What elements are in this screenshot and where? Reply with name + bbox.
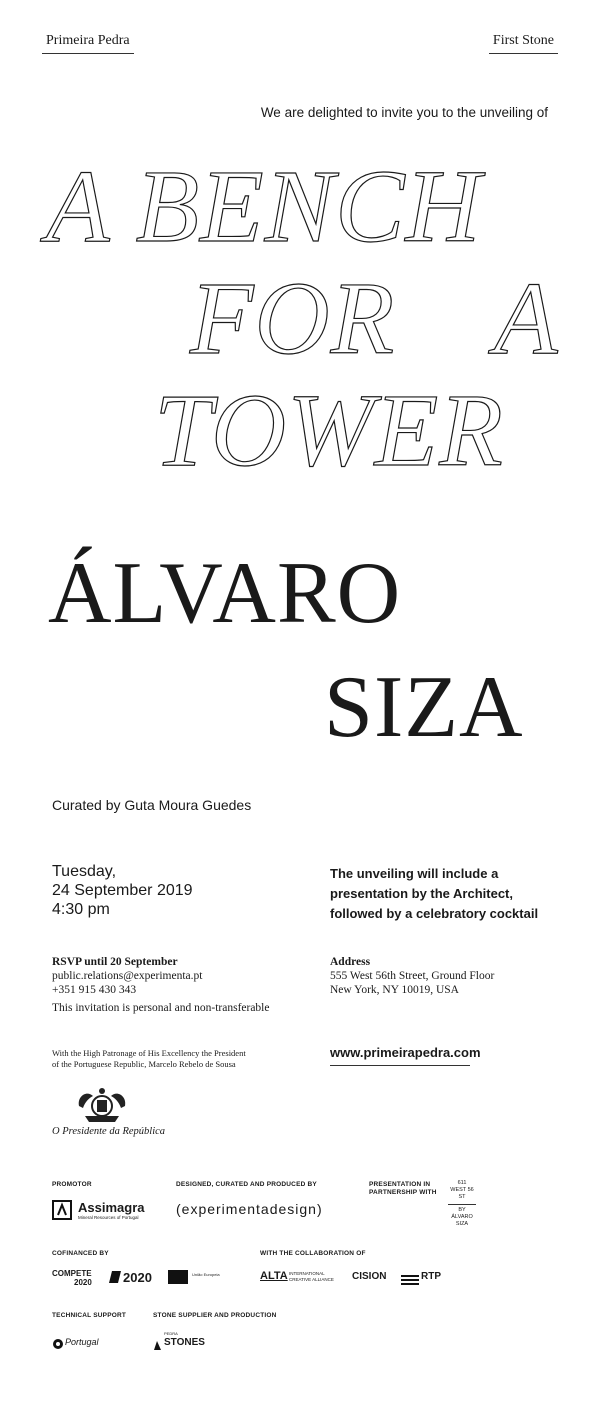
presentation-label-line: PARTNERSHIP WITH xyxy=(369,1189,437,1196)
experimentadesign-logo: (experimentadesign) xyxy=(176,1201,323,1217)
website-link[interactable]: www.primeirapedra.com xyxy=(330,1045,470,1066)
portugal-logo-text: Portugal xyxy=(65,1337,99,1347)
cofinanced-label: COFINANCED BY xyxy=(52,1250,109,1257)
building-line: WEST 56 xyxy=(450,1187,474,1193)
promotor-label: PROMOTOR xyxy=(52,1181,92,1188)
portugal-2020-logo xyxy=(108,1270,122,1289)
description-line: presentation by the Architect, xyxy=(330,886,513,901)
rtp-stripes-icon xyxy=(401,1272,419,1290)
portugal-logo-icon xyxy=(52,1337,64,1355)
compete-2020-logo xyxy=(52,1269,92,1287)
title-line-2b: A xyxy=(494,261,559,376)
cision-logo: CISION xyxy=(352,1271,387,1282)
compete-text: COMPETE xyxy=(52,1269,92,1278)
description-line: The unveiling will include a xyxy=(330,866,499,881)
designed-label: DESIGNED, CURATED AND PRODUCED BY xyxy=(176,1181,317,1188)
assimagra-logo xyxy=(52,1200,72,1225)
compete-year: 2020 xyxy=(74,1278,92,1287)
title-line-2a: FOR xyxy=(190,261,396,376)
611-west-56-logo xyxy=(446,1180,478,1228)
stone-supplier-label: STONE SUPPLIER AND PRODUCTION xyxy=(153,1312,277,1319)
presidential-seal-icon xyxy=(73,1086,131,1131)
rsvp-note: This invitation is personal and non-transferable xyxy=(52,1002,270,1014)
stones-top-text: PEDRA xyxy=(164,1331,178,1336)
event-date: 24 September 2019 xyxy=(52,882,193,899)
technical-support-label: TECHNICAL SUPPORT xyxy=(52,1312,127,1319)
patronage-note xyxy=(52,1048,246,1070)
title-line-1: A BENCH xyxy=(46,149,482,264)
portugal-2020-icon xyxy=(108,1270,122,1284)
alta-subtitle: INTERNATIONAL CREATIVE ALLIANCE xyxy=(289,1271,334,1282)
title-line-3: TOWER xyxy=(154,373,504,488)
address-block xyxy=(330,955,494,997)
rsvp-heading: RSVP until 20 September xyxy=(52,956,178,968)
rsvp-phone[interactable]: +351 915 430 343 xyxy=(52,984,137,996)
building-line: ÁLVARO xyxy=(451,1214,473,1220)
event-datetime xyxy=(52,862,193,919)
eu-text: União Europeia xyxy=(192,1272,220,1277)
event-description xyxy=(330,864,538,924)
alta-logo: ALTA xyxy=(260,1270,288,1282)
stones-icon xyxy=(153,1338,162,1356)
curator-credit: Curated by Guta Moura Guedes xyxy=(52,797,252,813)
portugal-2020-text: 2020 xyxy=(123,1270,152,1285)
architect-first-name: ÁLVARO xyxy=(48,545,402,642)
stones-logo: STONES xyxy=(164,1337,205,1348)
presentation-label-line: PRESENTATION IN xyxy=(369,1181,431,1188)
address-line-1: 555 West 56th Street, Ground Floor xyxy=(330,970,495,982)
rsvp-email[interactable]: public.relations@experimenta.pt xyxy=(52,970,203,982)
president-label: O Presidente da República xyxy=(52,1126,166,1137)
building-line: SIZA xyxy=(455,1221,469,1227)
building-line: 611 xyxy=(457,1180,467,1186)
address-heading: Address xyxy=(330,956,371,968)
event-time: 4:30 pm xyxy=(52,901,110,918)
description-line: followed by a celebratory cocktail xyxy=(330,906,539,921)
building-line: ST xyxy=(458,1194,466,1200)
assimagra-name: Assimagra xyxy=(78,1200,145,1215)
rtp-logo: RTP xyxy=(421,1271,441,1282)
primeira-pedra-link[interactable]: Primeira Pedra xyxy=(42,33,134,54)
architect-last-name: SIZA xyxy=(324,659,524,756)
eu-flag-icon xyxy=(168,1270,188,1284)
address-line-2: New York, NY 10019, USA xyxy=(330,984,459,996)
divider xyxy=(448,1204,476,1205)
invitation-intro: We are delighted to invite you to the unveiling of xyxy=(260,105,548,120)
collaboration-label: WITH THE COLLABORATION OF xyxy=(260,1250,366,1257)
assimagra-subtitle: Mineral Resources of Portugal xyxy=(78,1215,139,1220)
building-line: BY xyxy=(458,1207,466,1213)
rsvp-block xyxy=(52,955,269,1015)
presentation-label xyxy=(369,1181,437,1197)
first-stone-link[interactable]: First Stone xyxy=(489,33,558,54)
patronage-line-1: With the High Patronage of His Excellency the President xyxy=(52,1048,246,1058)
patronage-line-2: of the Portuguese Republic, Marcelo Rebelo de Sousa xyxy=(52,1059,236,1069)
event-day: Tuesday, xyxy=(52,863,117,880)
assimagra-icon xyxy=(52,1200,72,1220)
